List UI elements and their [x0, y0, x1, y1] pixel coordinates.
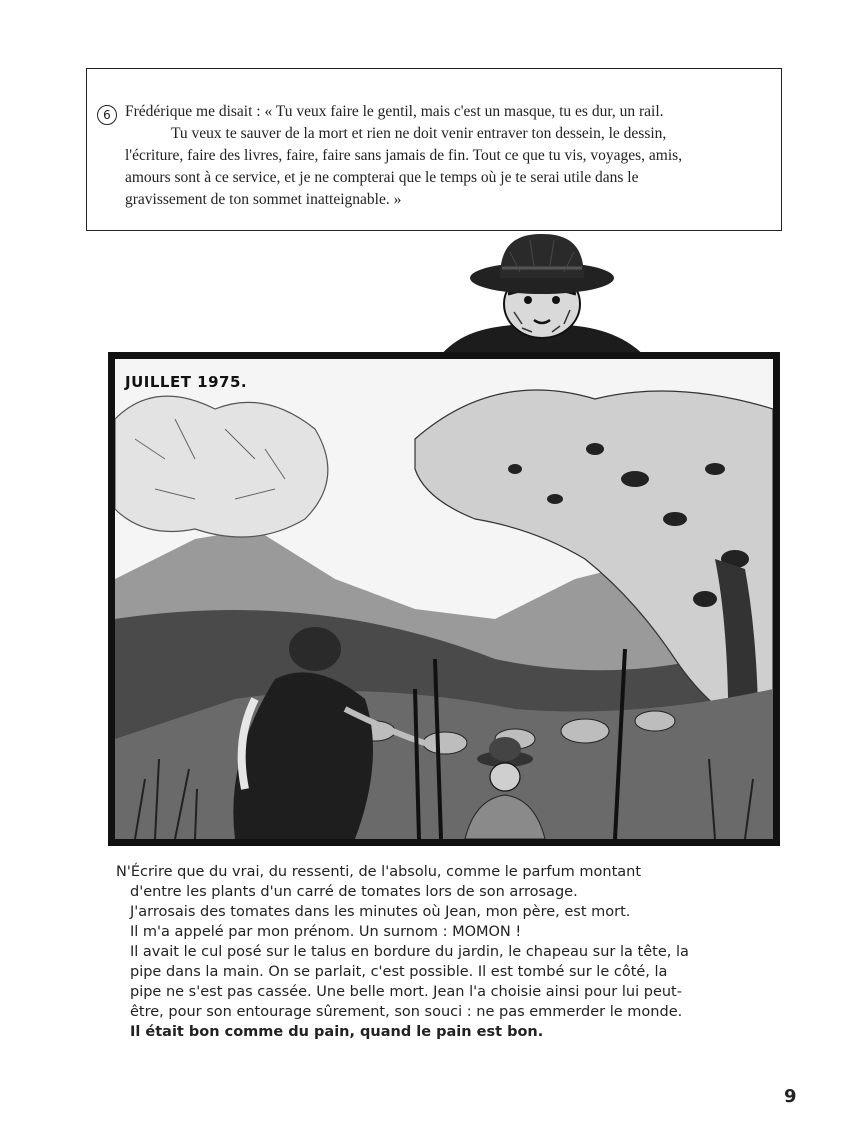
text-line: J'arrosais des tomates dans les minutes où Jean, mon père, est mort.: [130, 904, 631, 920]
text-line: Il était bon comme du pain, quand le pain est bon.: [130, 1024, 544, 1040]
text-line: Il avait le cul posé sur le talus en bordure du jardin, le chapeau sur la tête, la: [130, 944, 689, 960]
body-text: [116, 862, 766, 1042]
man-with-hat-illustration: [430, 232, 650, 356]
page-number: 9: [784, 1086, 797, 1107]
caption-line: gravissement de ton sommet inatteignable. »: [125, 191, 402, 208]
text-line: être, pour son entourage sûrement, son souci : ne pas emmerder le monde.: [130, 1004, 683, 1020]
garden-scene-illustration: [115, 359, 773, 839]
caption-line: Tu veux te sauver de la mort et rien ne doit venir entraver ton dessein, le dessin,: [171, 125, 667, 142]
text-line: N'Écrire que du vrai, du ressenti, de l'absolu, comme le parfum montant: [116, 864, 642, 880]
caption-line: l'écriture, faire des livres, faire, faire sans jamais de fin. Tout ce que tu vis, voyages, amis,: [125, 147, 683, 164]
caption-text: [125, 101, 765, 211]
text-line: Il m'a appelé par mon prénom. Un surnom : MOMON !: [130, 924, 522, 940]
text-line: pipe ne s'est pas cassée. Une belle mort. Jean l'a choisie ainsi pour lui peut-: [130, 984, 682, 1000]
caption-box: [86, 68, 782, 231]
caption-number: 6: [97, 105, 117, 125]
caption-line: amours sont à ce service, et je ne compterai que le temps où je te serai utile dans le: [125, 169, 639, 186]
text-line: pipe dans la main. On se parlait, c'est possible. Il est tombé sur le côté, la: [130, 964, 668, 980]
text-line: d'entre les plants d'un carré de tomates lors de son arrosage.: [130, 884, 578, 900]
panel-date: JUILLET 1975.: [125, 373, 248, 391]
caption-line: Frédérique me disait : « Tu veux faire le gentil, mais c'est un masque, tu es dur, un rail.: [125, 103, 664, 120]
illustration-panel: [108, 352, 780, 846]
